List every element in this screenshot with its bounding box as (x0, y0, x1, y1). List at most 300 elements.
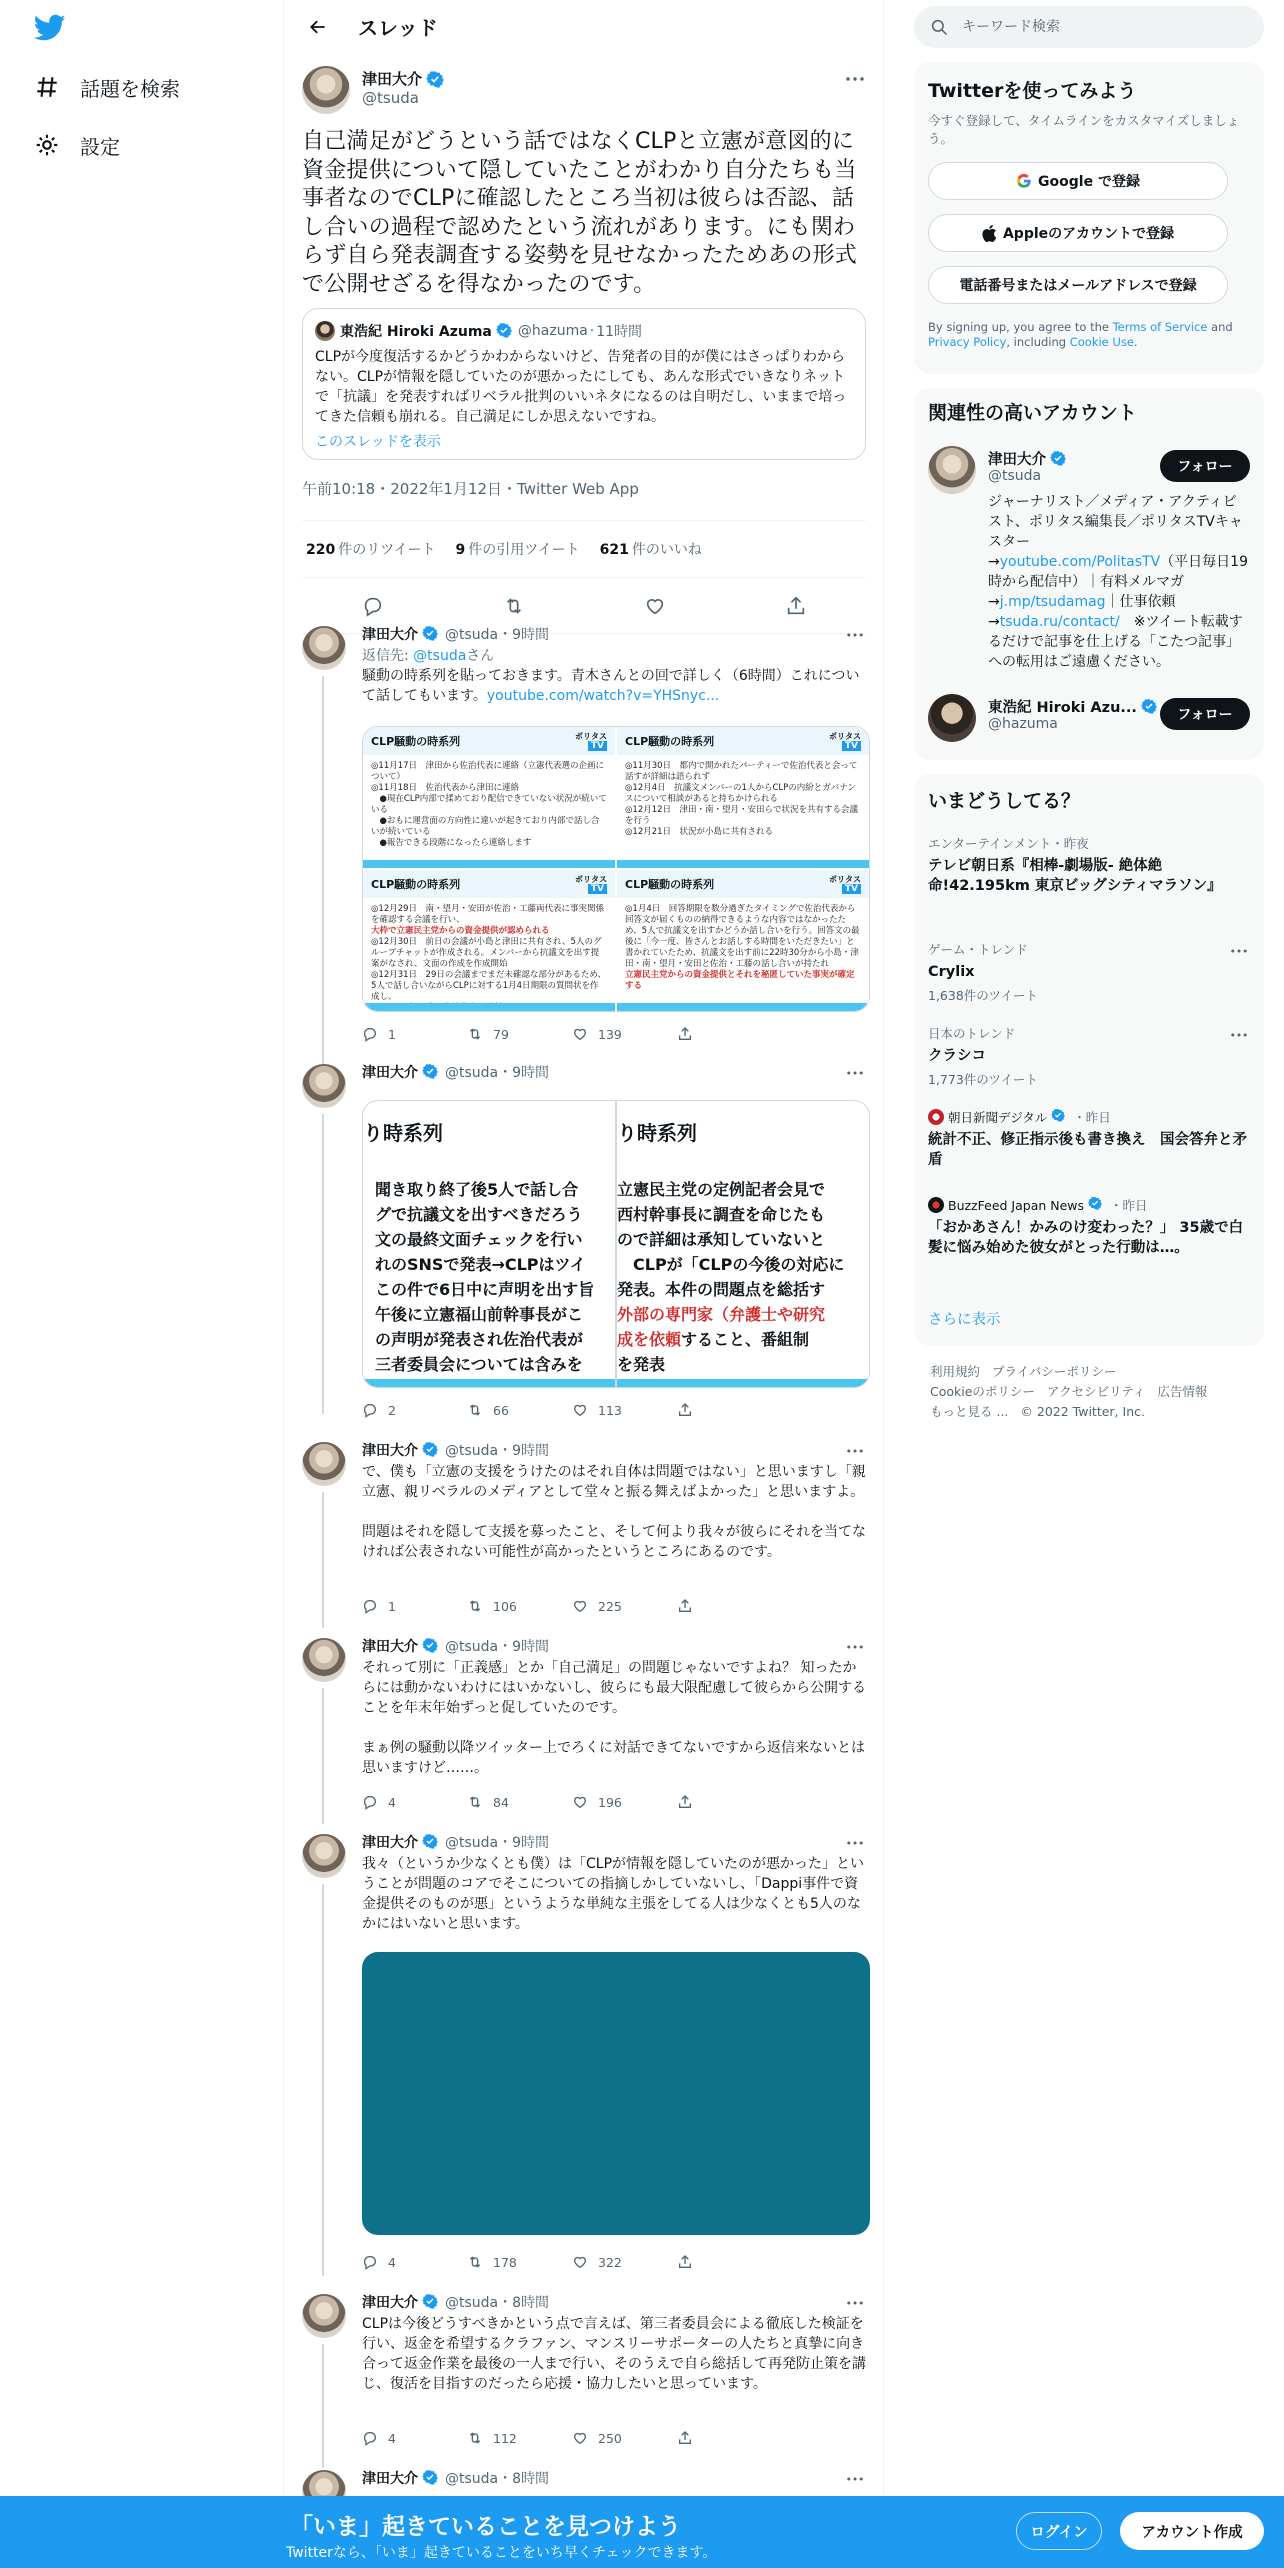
image-line-tail: すること、番組制 (681, 1330, 810, 1349)
terms-end: . (1133, 335, 1138, 349)
reply-meta[interactable]: @tsuda・8時間 (445, 2471, 550, 2487)
nav-settings[interactable] (34, 125, 120, 165)
reply-meta[interactable]: @tsuda・8時間 (445, 2295, 550, 2311)
slide-lines (617, 755, 869, 844)
reply-count: 4 (388, 1794, 396, 1810)
reply-actions (362, 1398, 782, 1422)
news-source-name: BuzzFeed Japan News (948, 1197, 1085, 1213)
slide-badge (575, 732, 607, 751)
page-title: スレッド (358, 16, 438, 40)
retweet-count: 66 (493, 1402, 509, 1418)
slide-badge (829, 875, 861, 894)
image-line: を発表 (617, 1355, 666, 1374)
slide-line: ◎11月30日 都内で開かれたパーティーで佐治代表と会って話すが詳細は語られず (625, 761, 858, 782)
like-count: 250 (598, 2430, 622, 2446)
search-bar[interactable] (914, 6, 1264, 48)
share-icon (677, 2430, 693, 2446)
retweet-count[interactable] (306, 539, 436, 559)
trend-title: クラシコ (928, 1048, 986, 1064)
reply-actions (362, 2250, 782, 2274)
like-button[interactable] (572, 1794, 677, 1810)
author-name-text: 津田大介 (362, 70, 423, 88)
like-icon (572, 2430, 588, 2446)
slide-line: ●報告できる段階になったら連絡します (371, 838, 532, 848)
more-options-icon[interactable] (844, 1636, 866, 1658)
quoted-tweet[interactable] (302, 308, 866, 460)
reply-to-prefix: 返信先: (362, 648, 414, 664)
google-signup-label: Google で登録 (1038, 174, 1140, 190)
like-icon (572, 1598, 588, 1614)
phone-email-signup-button[interactable] (928, 266, 1228, 304)
trend-meta: エンターテインメント・昨夜 (928, 836, 1089, 851)
slide-header (363, 727, 615, 755)
reply-count: 4 (388, 2430, 396, 2446)
reply-author-name[interactable]: 津田大介 (362, 2295, 418, 2311)
share-icon (677, 1402, 693, 1418)
more-options-icon[interactable] (844, 624, 866, 646)
reply-meta[interactable]: @tsuda・9時間 (445, 627, 550, 643)
reply-to-handle[interactable]: @tsuda (413, 648, 467, 664)
signup-title: Twitterを使ってみよう (928, 80, 1137, 102)
reply-meta[interactable]: @tsuda・9時間 (445, 1065, 550, 1081)
slide-line: ●現在CLP内部で揉めており配信できていない状況が続いている (371, 794, 607, 815)
reply-button[interactable] (362, 1402, 467, 1418)
related-user[interactable] (928, 694, 1250, 746)
footer-link[interactable]: Cookieのポリシー (930, 1384, 1035, 1399)
slide-footer (363, 1003, 615, 1011)
reply-actions (362, 1022, 782, 1046)
slide-header (363, 870, 615, 898)
quote-count[interactable] (456, 539, 580, 559)
reply-tweet[interactable] (284, 1630, 884, 1826)
avatar[interactable] (302, 626, 346, 670)
more-options-icon[interactable] (844, 2468, 866, 2490)
timeline-slide-3[interactable] (363, 870, 615, 1011)
tweet-timestamp[interactable]: 午前10:18・2022年1月12日・Twitter Web App (302, 480, 639, 498)
image-line: 立憲民主党の定例記者会見で (617, 1180, 826, 1199)
retweet-icon (467, 1026, 483, 1042)
image-line: 聞き取り終了後5人で話し合 (375, 1180, 579, 1199)
thread-column (284, 0, 884, 2568)
apple-signup-button[interactable] (928, 214, 1228, 252)
related-accounts-card (914, 388, 1264, 760)
reply-author-name[interactable]: 津田大介 (362, 2471, 418, 2487)
retweet-count: 79 (493, 1026, 509, 1042)
slide-header (617, 870, 869, 898)
reply-button[interactable] (362, 2254, 467, 2270)
slide-line: ◎12月4日 抗議文メンバーの1人からCLPの内紛とガバナンスについて相談があると持ちかけられる (625, 783, 856, 804)
like-button[interactable] (572, 1026, 677, 1042)
reply-header (362, 1832, 549, 1852)
thread-line (322, 676, 324, 1076)
avatar[interactable] (302, 2294, 346, 2338)
image-line: 文の最終文面チェックを行い (375, 1230, 583, 1249)
slide-badge-tv: TV (842, 884, 861, 894)
related-user-name-text: 東浩紀 Hiroki Azu... (988, 700, 1137, 716)
thread-line (322, 1114, 324, 1414)
google-signup-button[interactable] (928, 162, 1228, 200)
retweet-icon (467, 1402, 483, 1418)
reply-author-name[interactable]: 津田大介 (362, 1639, 418, 1655)
google-icon (1016, 173, 1032, 189)
news-title: 「おかあさん！かみのけ変わった？」 35歳で白髪に悩み始めた彼女がとった行動は…。 (928, 1220, 1244, 1256)
thread-line (322, 2344, 324, 2468)
more-options-icon[interactable] (1228, 1024, 1250, 1046)
avatar[interactable] (928, 446, 976, 494)
slide-badge-text: ポリタス (575, 874, 607, 884)
slide-line: ◎12月30日 前日の会議が小島と津田に共有され、5人のグループチャットが作成される。メンバーから抗議文を出す提案がなされ、文面の作成を作成開始 (371, 937, 602, 969)
image-footer (617, 1379, 869, 1387)
quoted-author-name: 東浩紀 Hiroki Azuma (340, 324, 492, 340)
avatar[interactable] (302, 66, 350, 114)
reply-meta[interactable]: @tsuda・9時間 (445, 1443, 550, 1459)
verified-badge-icon (1141, 698, 1159, 716)
trend-item[interactable] (928, 1024, 1250, 1088)
like-count-label: 件のいいね (631, 542, 702, 558)
more-options-icon[interactable] (844, 1832, 866, 1854)
copyright: © 2022 Twitter, Inc. (1020, 1404, 1145, 1419)
slide-footer (363, 860, 615, 868)
image-line: 西村幹事長に調査を命じたも (617, 1205, 826, 1224)
like-icon (572, 2254, 588, 2270)
news-item[interactable] (928, 1196, 1250, 1258)
reply-tweet[interactable] (284, 618, 884, 1058)
slide-line: ◎12月21日 状況が小島に共有される (625, 827, 774, 837)
like-count: 113 (598, 1402, 622, 1418)
news-source (928, 1108, 1250, 1126)
image-left-half (363, 1101, 615, 1387)
slide-line: ◎12月29日 南・望月・安田が佐治・工藤両代表に事実関係を確認する会議を行い、 (371, 904, 605, 925)
bio-text: ※ツイート転載するだけで記事を仕上げる「こたつ記事」への転用はご遠慮ください。 (988, 614, 1243, 670)
bio-link[interactable]: j.mp/tsudamag (999, 594, 1106, 610)
like-icon (572, 1402, 588, 1418)
image-lines (375, 1177, 594, 1377)
more-options-icon[interactable] (844, 2292, 866, 2314)
retweet-count-value: 220 (306, 542, 336, 558)
reply-author-name[interactable]: 津田大介 (362, 1443, 418, 1459)
apple-icon (982, 225, 997, 242)
trend-count: 1,638件のツイート (928, 988, 1038, 1003)
terms-prefix: By signing up, you agree to the (928, 320, 1113, 334)
reply-button[interactable] (362, 1026, 467, 1042)
slide-line-highlight: 大枠で立憲民主党からの資金提供が認められる (371, 926, 550, 936)
avatar[interactable] (302, 1638, 346, 1682)
image-line (617, 1327, 844, 1352)
news-source-name: 朝日新聞デジタル (948, 1110, 1048, 1125)
footer-link[interactable]: プライバシーポリシー (992, 1364, 1117, 1379)
quoted-dot: · (589, 323, 595, 339)
reply-icon (362, 2254, 378, 2270)
reply-icon (362, 1026, 378, 1042)
nav-explore-label: 話題を検索 (80, 76, 180, 101)
trends-title: いまどうしてる？ (928, 790, 1081, 812)
media-placeholder[interactable] (362, 1952, 870, 2235)
signup-subtitle: 今すぐ登録して、タイムラインをカスタマイズしましょう。 (928, 113, 1240, 146)
avatar[interactable] (302, 1442, 346, 1486)
verified-badge-icon (422, 1063, 440, 1081)
slide-line: ●おもに運営面の方向性に違いが起きており内部で話し合いが続いている (371, 816, 600, 837)
nav-settings-label: 設定 (80, 134, 120, 159)
like-count: 225 (598, 1598, 622, 1614)
reply-header (362, 2468, 549, 2488)
retweet-button[interactable] (467, 2430, 572, 2446)
bio-link[interactable]: tsuda.ru/contact/ (999, 614, 1120, 630)
reply-tweet[interactable] (284, 1434, 884, 1630)
news-meta: ・昨日 (1110, 1198, 1148, 1213)
more-options-icon[interactable] (844, 68, 866, 90)
trend-meta: 日本のトレンド (928, 1026, 1016, 1041)
slide-badge (575, 875, 607, 894)
reply-count: 2 (388, 1402, 396, 1418)
quoted-text: CLPが今度復活するかどうかわからないけど、告発者の目的が僕にはさっぱりわからない。CLPが情報を隠していたのが悪かったにしても、あんな形式でいきなりネットで「抗議」を発表すればリベラル批判のいいネタになるのは自明だし、いままで培ってきた信頼も崩れる。自己満足にしか思えないですね。 (315, 349, 847, 425)
footer-link[interactable]: もっと見る ... (930, 1404, 1009, 1419)
back-arrow-icon[interactable] (298, 7, 338, 47)
author-name[interactable] (362, 68, 444, 89)
author-handle[interactable]: @tsuda (362, 89, 419, 107)
slide-header (617, 727, 869, 755)
prompt-title: 「いま」起きていることを見つけよう (290, 2514, 681, 2540)
retweet-button[interactable] (467, 1026, 572, 1042)
slide-line: ◎11月18日 佐治代表から津田に連絡 (371, 783, 520, 793)
avatar[interactable] (302, 1064, 346, 1108)
quoted-avatar (315, 321, 335, 341)
reply-header (362, 1636, 549, 1656)
reply-actions (362, 1594, 782, 1618)
avatar[interactable] (302, 1834, 346, 1878)
slide-title: CLP騒動の時系列 (371, 878, 461, 891)
slide-footer (617, 860, 869, 868)
like-count: 322 (598, 2254, 622, 2270)
retweet-icon (467, 2254, 483, 2270)
cookie-link[interactable]: Cookie Use (1069, 335, 1134, 349)
reply-button[interactable] (362, 1598, 467, 1614)
image-line: 発表。本件の問題点を総括す (617, 1280, 826, 1299)
image-line: の声明が発表され佐治代表が (375, 1330, 584, 1349)
timeline-image-zoomed[interactable] (362, 1100, 870, 1388)
reply-button[interactable] (362, 2430, 467, 2446)
retweet-button[interactable] (467, 2254, 572, 2270)
reply-header (362, 1062, 549, 1082)
search-icon (930, 18, 948, 36)
timeline-slide-2[interactable] (617, 727, 869, 868)
share-button[interactable] (677, 1026, 782, 1042)
thread-line (322, 1492, 324, 1628)
reply-count: 4 (388, 2254, 396, 2270)
verified-badge-icon (422, 625, 440, 643)
reply-meta[interactable]: @tsuda・9時間 (445, 1639, 550, 1655)
reply-count: 1 (388, 1026, 396, 1042)
verified-badge-icon (496, 322, 514, 340)
phone-email-signup-label: 電話番号またはメールアドレスで登録 (959, 278, 1197, 294)
gear-icon (34, 132, 60, 158)
trend-item[interactable] (928, 940, 1250, 1004)
bio-text: ジャーナリスト／メディア・アクティビスト、ポリタス編集長／ポリタスTVキャスター → (988, 494, 1243, 570)
like-count-value: 621 (599, 542, 629, 558)
image-line-highlight: 成を依頼 (617, 1330, 682, 1349)
quote-count-value: 9 (455, 542, 466, 558)
related-user[interactable] (928, 446, 1250, 678)
reply-text: 我々（というか少なくとも僕）は「CLPが情報を隠していたのが悪かった」ということが問題のコアでそこについての指摘しかしていないし、「Dappi事件で資金提供そのものが悪」というような単純な主張をしてる人は少なくとも5人のなかにはいないと思います。 (362, 1856, 865, 1932)
verified-badge-icon (422, 1441, 440, 1459)
image-line-highlight: 外部の専門家（弁護士や研究 (617, 1305, 826, 1324)
reply-author-name[interactable]: 津田大介 (362, 627, 418, 643)
share-button[interactable] (677, 1598, 782, 1614)
slide-footer (617, 1003, 869, 1011)
retweet-icon (467, 1598, 483, 1614)
reply-body: 騒動の時系列を貼っておきます。青木さんとの回で詳しく（6時間）これについて話してもいます。 (362, 668, 860, 704)
image-line: グで抗議文を出すべきだろう (375, 1205, 583, 1224)
hashtag-icon (34, 74, 60, 100)
share-button[interactable] (677, 2254, 782, 2270)
prompt-subtitle: Twitterなら、「いま」起きていることをいち早くチェックできます。 (286, 2545, 717, 2561)
reply-tweet[interactable] (284, 1056, 884, 1420)
like-count: 196 (598, 1794, 622, 1810)
trend-title: テレビ朝日系『相棒-劇場版- 絶体絶命!42.195km 東京ビッグシティマラソン』 (928, 858, 1222, 894)
signup-prompt-bar (0, 2496, 1284, 2568)
engagement-stats (302, 520, 866, 578)
bio-text: （平日毎日19時から配信中）｜有料メルマガ→ (988, 554, 1248, 610)
footer-link[interactable]: 広告情報 (1157, 1384, 1208, 1399)
timeline-images[interactable] (362, 726, 870, 1012)
youtube-link[interactable]: youtube.com/watch?v=YHSnyc... (486, 688, 720, 704)
nav-explore[interactable] (34, 67, 180, 107)
retweet-count: 112 (493, 2430, 517, 2446)
related-user-name-text: 津田大介 (988, 452, 1046, 468)
slide-title: CLP騒動の時系列 (625, 735, 715, 748)
slide-badge (829, 732, 861, 751)
retweet-button[interactable] (467, 1402, 572, 1418)
slide-line: ◎12月12日 津田・南・望月・安田らで状況を共有する会議を行う (625, 805, 858, 826)
tweet-text: 自己満足がどうという話ではなくCLPと立憲が意図的に資金提供について隠していたことがわかり自分たちも当事者なのでCLPに確認したところ当初は彼らは否認、話し合いの過程で認めたという流れがあります。にも関わらず自ら発表調査する姿勢を見せなかったためあの形式で公開せざるを得なかったのです。 (302, 129, 858, 297)
related-title: 関連性の高いアカウント (928, 402, 1137, 424)
signup-terms (928, 320, 1252, 350)
image-right-half (617, 1101, 869, 1387)
twitter-bird-icon[interactable] (34, 14, 66, 42)
share-icon (677, 1598, 693, 1614)
footer-links (930, 1362, 1250, 1422)
thread-header (284, 0, 884, 53)
slide-badge-text: ポリタス (575, 731, 607, 741)
like-icon (572, 1026, 588, 1042)
like-button[interactable] (572, 1402, 677, 1418)
reply-meta[interactable]: @tsuda・9時間 (445, 1835, 550, 1851)
show-thread-link[interactable]: このスレッドを表示 (315, 434, 441, 450)
news-source-logo (928, 1197, 944, 1213)
related-user-bio (988, 492, 1250, 672)
share-icon (677, 2254, 693, 2270)
footer-link[interactable]: アクセシビリティ (1046, 1384, 1146, 1399)
retweet-button[interactable] (467, 1794, 572, 1810)
slide-lines (617, 898, 869, 998)
terms-and: and (1207, 320, 1233, 334)
news-source (928, 1196, 1250, 1214)
like-button[interactable] (572, 1598, 677, 1614)
reply-tweet[interactable] (284, 2286, 884, 2462)
slide-badge-tv: TV (588, 884, 607, 894)
reply-actions (362, 2426, 782, 2450)
quoted-tweet-header (315, 321, 853, 341)
show-more-link[interactable]: さらに表示 (928, 1312, 1001, 1328)
slide-line: ◎1月4日 回答期限を数分過ぎたタイミングで佐治代表から回答文が届くものの納得できるような内容ではなかったため、5人で抗議文を出すかどうか話し合いを行う。回答文の最後に「今一度、皆さんとお話しする時間をいただきたい」と書かれていたため、抗議文を出す前に22時30分から小島・津田・南・望月・安田と佐治・工藤の話し合いが持たれ (625, 904, 860, 969)
avatar[interactable] (928, 694, 976, 742)
terms-including: , including (1006, 335, 1070, 349)
like-icon (572, 1794, 588, 1810)
share-button[interactable] (677, 2430, 782, 2446)
reply-button[interactable] (362, 1794, 467, 1810)
footer-link[interactable]: 利用規約 (930, 1364, 981, 1379)
share-button[interactable] (677, 1794, 782, 1810)
follow-button[interactable]: フォロー (1160, 450, 1250, 482)
reply-count: 1 (388, 1598, 396, 1614)
slide-lines (363, 755, 615, 855)
bio-link[interactable]: youtube.com/PolitasTV (999, 554, 1161, 570)
retweet-count-label: 件のリツイート (338, 542, 436, 558)
quoted-time: 11時間 (596, 324, 643, 340)
search-input[interactable] (962, 19, 1242, 35)
more-options-icon[interactable] (1228, 940, 1250, 962)
like-count[interactable] (600, 539, 702, 559)
reply-author-name[interactable]: 津田大介 (362, 1065, 418, 1081)
like-button[interactable] (572, 2430, 677, 2446)
slide-badge-tv: TV (588, 741, 607, 751)
left-navigation (0, 0, 284, 2568)
slide-title: CLP騒動の時系列 (371, 735, 461, 748)
related-user-handle: @tsuda (988, 468, 1042, 484)
reply-text: で、僕も「立憲の支援をうけたのはそれ自体は問題ではない」と思いますし「親立憲、親リベラルのメディアとして堂々と振る舞えばよかった」と思いますよ。 問題はそれを隠して支援を募ったこと、そして何より我々が彼らにそれを当てなければ公表されない可能性が高かったというところにあるのです。 (362, 1464, 866, 1560)
share-button[interactable] (677, 1402, 782, 1418)
like-button[interactable] (572, 2254, 677, 2270)
privacy-link[interactable]: Privacy Policy (928, 335, 1007, 349)
image-line: れのSNSで発表→CLPはツイ (375, 1255, 586, 1274)
image-line: CLPが「CLPの今後の対応に (617, 1255, 845, 1274)
share-icon (677, 1026, 693, 1042)
news-title: 統計不正、修正指示後も書き換え 国会答弁と矛盾 (928, 1132, 1247, 1168)
retweet-icon (467, 1794, 483, 1810)
news-item[interactable] (928, 1108, 1250, 1170)
follow-button[interactable]: フォロー (1160, 698, 1250, 730)
reply-header (362, 624, 549, 644)
reply-tweet[interactable] (284, 1826, 884, 2278)
slide-line-highlight: 立憲民主党からの資金提供とそれを秘匿していた事実が確定する (625, 970, 855, 991)
slide-line: ◎12月31日 29日の会議までまだ未確認な部分があるため、5人で話し合いながらCLPに対する1月4日期限の質問状を作成し、 (371, 970, 607, 1002)
quoted-author-handle: @hazuma (517, 323, 588, 339)
reply-author-name[interactable]: 津田大介 (362, 1835, 418, 1851)
reply-header (362, 1440, 549, 1460)
reply-text: CLPは今後どうすべきかという点で言えば、第三者委員会による徹底した検証を行い、返金を希望するクラファン、マンスリーサポーターの人たちと真摯に向き合って返金作業を最後の一人まで行い、そのうえで自ら総括して再発防止策を講じ、復活を目指すのだったら応援・協力したいと思っています。 (362, 2316, 866, 2392)
retweet-button[interactable] (467, 1598, 572, 1614)
verified-badge-icon (1088, 1196, 1106, 1214)
create-account-button[interactable]: アカウント作成 (1120, 2512, 1264, 2550)
login-button[interactable]: ログイン (1016, 2512, 1102, 2550)
image-line: 午後に立憲福山前幹事長がこ (375, 1305, 584, 1324)
slide-line: ◎11月17日 津田から佐治代表に連絡（立憲代表選の企画について） (371, 761, 605, 782)
slide-badge-text: ポリタス (829, 731, 861, 741)
timeline-slide-4[interactable] (617, 870, 869, 1011)
more-options-icon[interactable] (844, 1440, 866, 1462)
retweet-count: 84 (493, 1794, 509, 1810)
terms-link[interactable]: Terms of Service (1112, 320, 1208, 334)
verified-badge-icon (1050, 450, 1068, 468)
more-options-icon[interactable] (844, 1062, 866, 1084)
timeline-slide-1[interactable] (363, 727, 615, 868)
bio-text: ｜仕事依頼→ (988, 594, 1176, 630)
reply-icon (362, 2430, 378, 2446)
trend-item[interactable] (928, 834, 1250, 896)
apple-signup-label: Appleのアカウントで登録 (1002, 226, 1175, 242)
like-count: 139 (598, 1026, 622, 1042)
trend-title: Crylix (928, 964, 975, 980)
related-user-handle: @hazuma (988, 716, 1058, 732)
